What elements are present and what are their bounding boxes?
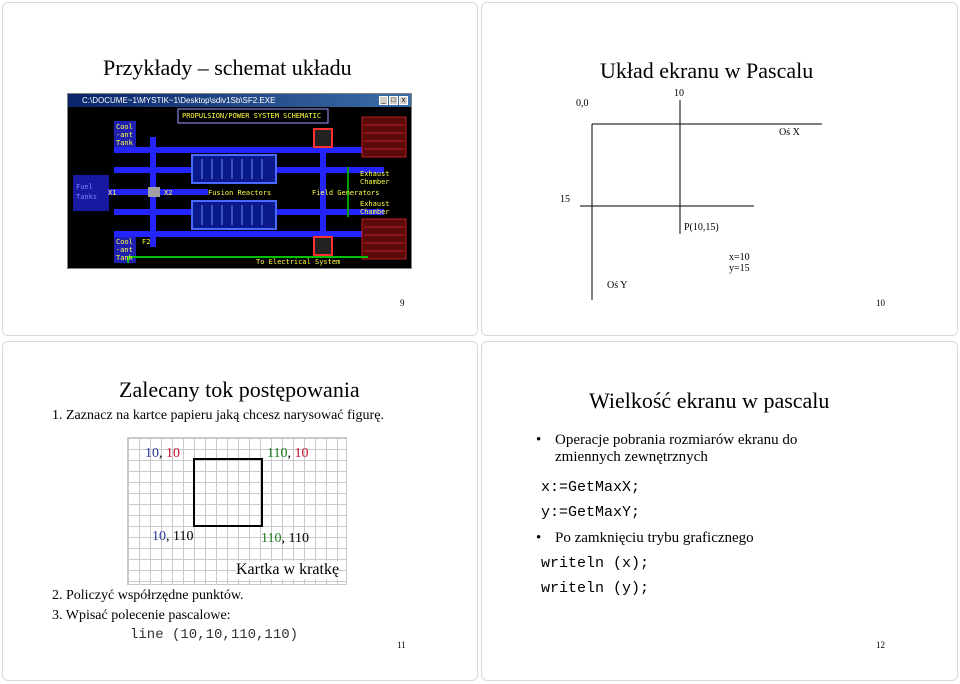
coord-tl-x: 10 bbox=[145, 446, 159, 461]
step-2-text: 2. Policzyć współrzędne punktów. bbox=[52, 588, 244, 603]
bullet-1-line-1: Operacje pobrania rozmiarów ekranu do bbox=[555, 432, 798, 448]
origin-label: 0,0 bbox=[576, 98, 589, 109]
label-coolant-top: Cool -ant Tank bbox=[116, 123, 133, 147]
slide-3-title: Zalecany tok postępowania bbox=[119, 377, 360, 402]
axes-diagram bbox=[0, 0, 960, 340]
coord-top-left bbox=[145, 446, 180, 462]
label-field: Field Generators bbox=[312, 189, 380, 197]
bullet-2-text: Po zamknięciu trybu graficznego bbox=[555, 530, 754, 546]
bullet-2-dot: • bbox=[536, 530, 542, 546]
label-exhaust-top: Exhaust Chamber bbox=[360, 170, 390, 186]
coord-br-x: 110 bbox=[261, 531, 282, 546]
bullet-1-dot: • bbox=[536, 432, 542, 448]
step-1-text: 1. Zaznacz na kartce papieru jaką chcesz narysować figurę. bbox=[52, 408, 384, 423]
coord-tl-y: 10 bbox=[166, 446, 180, 461]
slide-1-title: Przykłady – schemat układu bbox=[103, 55, 352, 80]
grid-caption: Kartka w kratkę bbox=[236, 561, 340, 578]
label-x2: X2 bbox=[164, 189, 173, 197]
label-x1: X1 bbox=[108, 189, 117, 197]
close-button[interactable]: x bbox=[399, 96, 408, 105]
code-writeln-y: writeln (y); bbox=[541, 580, 650, 597]
code-getmaxy: y:=GetMaxY; bbox=[541, 504, 641, 521]
y-value-label: 15 bbox=[560, 194, 570, 205]
slide-2-title: Układ ekranu w Pascalu bbox=[600, 58, 814, 83]
label-to-electrical: To Electrical System bbox=[256, 258, 341, 266]
point-label: P(10,15) bbox=[684, 222, 719, 233]
maximize-button[interactable]: □ bbox=[389, 96, 398, 105]
coord-tl-sep: , bbox=[159, 446, 166, 461]
label-fuel: Fuel Tanks bbox=[76, 183, 98, 201]
coord-bottom-left bbox=[152, 529, 193, 545]
label-exhaust-mid: Exhaust Chamber bbox=[360, 200, 390, 216]
x-value-label: 10 bbox=[674, 88, 684, 99]
drawn-square bbox=[193, 458, 263, 527]
bullet-1 bbox=[536, 432, 916, 466]
coord-br-y: 110 bbox=[288, 531, 309, 546]
bullet-2 bbox=[536, 530, 916, 547]
coord-tr-y: 10 bbox=[294, 446, 309, 461]
window-path: C:\DOCUME~1\MYSTIK~1\Desktop\sdiv1Sb\SF2.EXE bbox=[82, 96, 276, 105]
slide-3-page-number: 11 bbox=[397, 640, 406, 650]
slide-2-page-number: 10 bbox=[876, 298, 885, 308]
code-writeln-x: writeln (x); bbox=[541, 555, 650, 572]
label-coolant-bottom: Cool -ant Tank bbox=[116, 238, 133, 262]
schematic-heading: PROPULSION/POWER SYSTEM SCHEMATIC bbox=[182, 112, 322, 120]
minimize-button[interactable]: _ bbox=[379, 96, 388, 105]
coord-bottom-right bbox=[261, 531, 309, 547]
x-axis-label: Oś X bbox=[779, 127, 800, 138]
y-equals-label: y=15 bbox=[729, 263, 750, 274]
pascal-code-line: line (10,10,110,110) bbox=[130, 627, 299, 643]
code-getmaxx: x:=GetMaxX; bbox=[541, 479, 641, 496]
slide-1-page-number: 9 bbox=[400, 298, 405, 308]
label-fusion: Fusion Reactors bbox=[208, 189, 272, 197]
bullet-1-line-2: zmiennych zewnętrznych bbox=[555, 449, 708, 465]
y-axis-label: Oś Y bbox=[607, 280, 628, 291]
slide-4-page-number: 12 bbox=[876, 640, 885, 650]
coord-br-sep: , bbox=[281, 531, 289, 546]
step-3-text: 3. Wpisać polecenie pascalowe: bbox=[52, 608, 231, 623]
coord-tr-sep: , bbox=[287, 446, 295, 461]
x-equals-label: x=10 bbox=[729, 252, 750, 263]
slide-4-title: Wielkość ekranu w pascalu bbox=[589, 388, 830, 413]
coord-top-right bbox=[267, 446, 308, 462]
coord-tr-x: 110 bbox=[267, 446, 288, 461]
coord-bl-y: 110 bbox=[173, 529, 194, 544]
coord-bl-sep: , bbox=[166, 529, 173, 544]
coord-bl-x: 10 bbox=[152, 529, 166, 544]
label-f2: F2 bbox=[142, 238, 151, 246]
